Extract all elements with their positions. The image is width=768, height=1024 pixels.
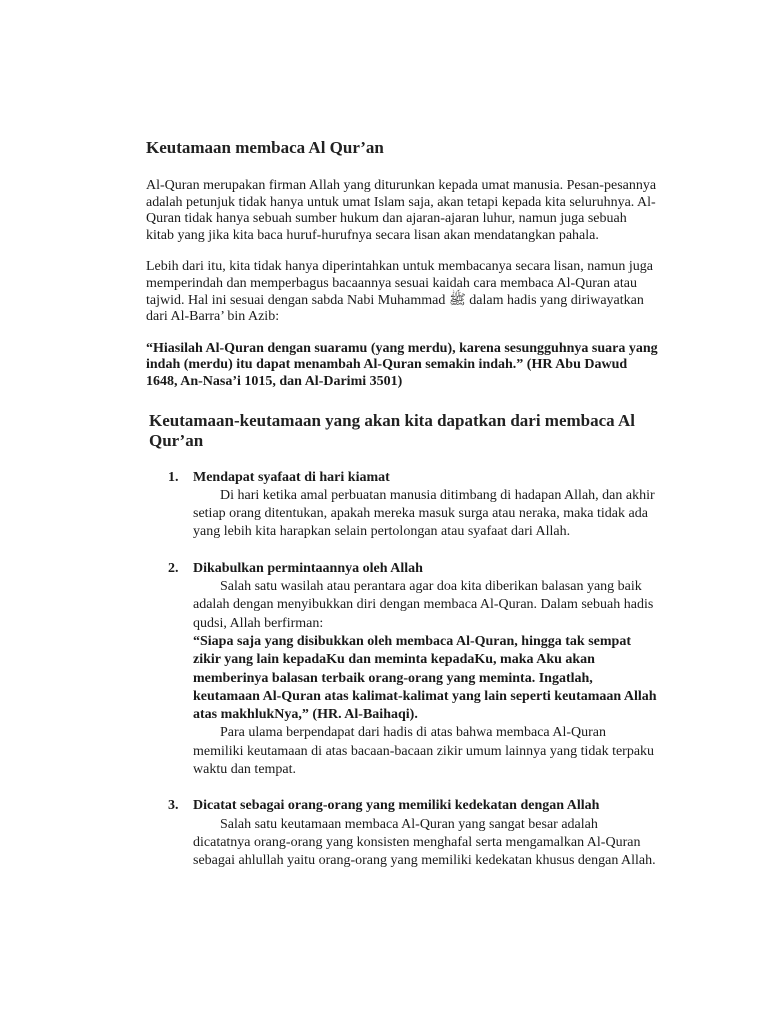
list-item bbox=[146, 797, 658, 870]
hadith-quote: “Hiasilah Al-Quran dengan suaramu (yang merdu), karena sesungguhnya suara yang indah (merdu) itu dapat menambah Al-Quran semakin indah.” (HR Abu Dawud 1648, An-Nasa’i 1015, dan Al-Darimi 3501) bbox=[146, 340, 658, 389]
virtues-list bbox=[146, 469, 658, 871]
list-item bbox=[146, 469, 658, 542]
section-subtitle: Keutamaan-keutamaan yang akan kita dapatkan dari membaca Al Qur’an bbox=[149, 410, 635, 450]
list-item-title: Dicatat sebagai orang-orang yang memiliki kedekatan dengan Allah bbox=[193, 798, 600, 814]
list-item-quote: “Siapa saja yang disibukkan oleh membaca Al-Quran, hingga tak sempat zikir yang lain kepadaKu dan meminta kepadaKu, maka Aku akan memberinya balasan terbaik orang-orang yang meminta. Ingatlah, keutamaan Al-Quran atas kalimat-kalimat yang lain seperti keutamaan Allah atas makhlukNya,” (HR. Al-Baihaqi). bbox=[193, 633, 657, 723]
list-item bbox=[146, 560, 658, 780]
document-title: Keutamaan membaca Al Qur’an bbox=[146, 138, 384, 157]
document-page bbox=[146, 138, 658, 888]
list-item-body: Para ulama berpendapat dari hadis di atas bahwa membaca Al-Quran memiliki keutamaan di atas bacaan-bacaan zikir umum lainnya yang tidak terpaku waktu dan tempat. bbox=[193, 725, 655, 777]
list-item-body: Di hari ketika amal perbuatan manusia ditimbang di hadapan Allah, dan akhir setiap orang ditentukan, apakah mereka masuk surga atau neraka, maka tidak ada yang lebih kita harapkan selain pertolongan atau syafaat dari Allah. bbox=[193, 487, 655, 540]
list-item-title: Dikabulkan permintaannya oleh Allah bbox=[193, 560, 423, 576]
second-paragraph: Lebih dari itu, kita tidak hanya diperintahkan untuk membacanya secara lisan, namun juga memperindah dan memperbagus bacaannya sesuai kaidah cara membaca Al-Quran atau tajwid. Hal ini sesuai dengan sabda Nabi Muhammad ﷺ dalam hadis yang diriwayatkan dari Al-Barra’ bin Azib: bbox=[146, 259, 653, 325]
list-number: 3. bbox=[168, 798, 179, 814]
intro-paragraph: Al-Quran merupakan firman Allah yang diturunkan kepada umat manusia. Pesan-pesannya adalah petunjuk tidak hanya untuk umat Islam saja, akan tetapi kepada kita seluruhnya. Al-Quran tidak hanya sebuah sumber hukum dan ajaran-ajaran luhur, namun juga sebuah kitab yang jika kita baca huruf-hurufnya secara lisan akan mendatangkan pahala. bbox=[146, 178, 657, 243]
list-item-title: Mendapat syafaat di hari kiamat bbox=[193, 469, 390, 485]
list-item-body: Salah satu keutamaan membaca Al-Quran yang sangat besar adalah dicatatnya orang-orang yang konsisten menghafal serta mengamalkan Al-Quran sebagai ahlullah yaitu orang-orang yang memiliki kedekatan khusus dengan Allah. bbox=[193, 816, 656, 869]
list-item-body: Salah satu wasilah atau perantara agar doa kita diberikan balasan yang baik adalah dengan menyibukkan diri dengan membaca Al-Quran. Dalam sebuah hadis qudsi, Allah berfirman: bbox=[193, 579, 654, 631]
list-number: 1. bbox=[168, 469, 179, 485]
list-number: 2. bbox=[168, 560, 179, 576]
